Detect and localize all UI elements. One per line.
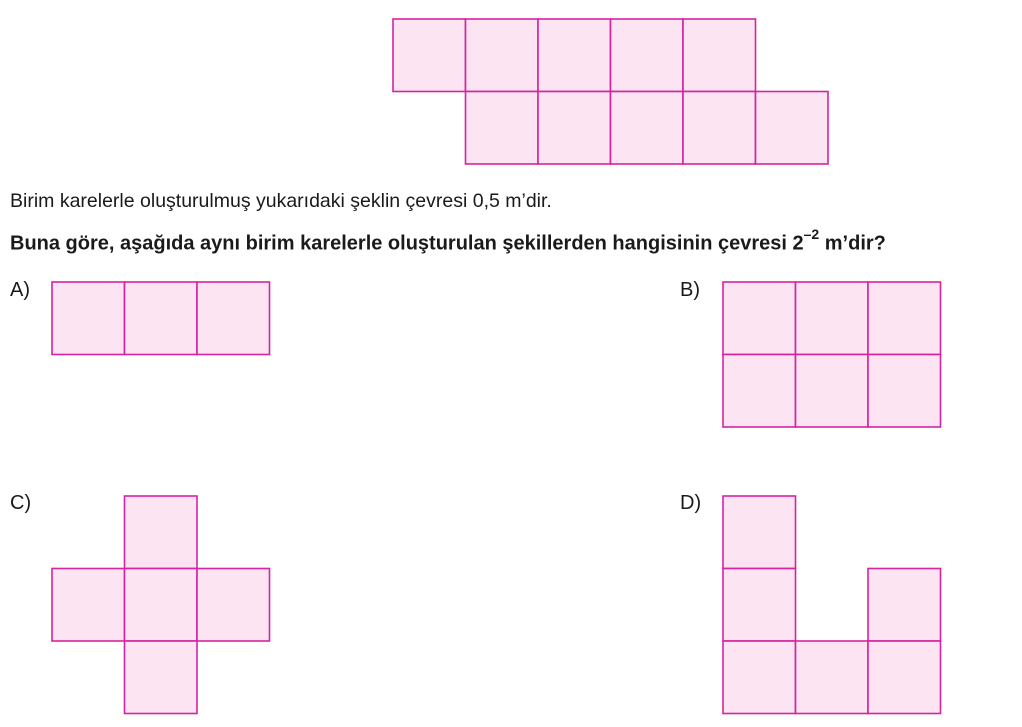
unit-square (796, 641, 869, 714)
unit-square (796, 355, 869, 428)
unit-square (125, 641, 198, 714)
unit-square (683, 92, 756, 165)
question-text (10, 226, 886, 256)
unit-square (868, 641, 941, 714)
unit-square (683, 19, 756, 92)
unit-square (466, 19, 539, 92)
unit-square (756, 92, 829, 165)
unit-square (538, 92, 611, 165)
unit-square (538, 19, 611, 92)
unit-square (125, 569, 198, 642)
unit-square (466, 92, 539, 165)
unit-square (611, 92, 684, 165)
option-d-figure (723, 496, 941, 714)
unit-square (125, 496, 198, 569)
unit-square (868, 569, 941, 642)
unit-square (723, 282, 796, 355)
option-c-figure (52, 496, 270, 714)
option-d-label[interactable]: D) (680, 492, 702, 514)
problem-statement: Birim karelerle oluşturulmuş yukarıdaki şeklin çevresi 0,5 m’dir. (10, 190, 552, 212)
unit-square (197, 569, 270, 642)
question-text-before: Buna göre, aşağıda aynı birim karelerle oluşturulan şekillerden hangisinin çevresi 2 (10, 232, 804, 255)
unit-square (125, 282, 198, 355)
unit-square (393, 19, 466, 92)
unit-square (796, 282, 869, 355)
option-b-label[interactable]: B) (680, 279, 700, 301)
unit-square (197, 282, 270, 355)
unit-square (52, 282, 125, 355)
option-b-figure (723, 282, 941, 427)
question-exponent: –2 (803, 226, 820, 242)
unit-square (723, 496, 796, 569)
option-c-label[interactable]: C) (10, 492, 32, 514)
unit-square (611, 19, 684, 92)
reference-figure (393, 19, 828, 164)
unit-square (868, 282, 941, 355)
unit-square (723, 355, 796, 428)
question-text-after: m’dir? (819, 232, 886, 255)
option-a-figure (52, 282, 270, 355)
option-a-label[interactable]: A) (10, 279, 30, 301)
unit-square (52, 569, 125, 642)
unit-square (723, 569, 796, 642)
unit-square (723, 641, 796, 714)
unit-square (868, 355, 941, 428)
